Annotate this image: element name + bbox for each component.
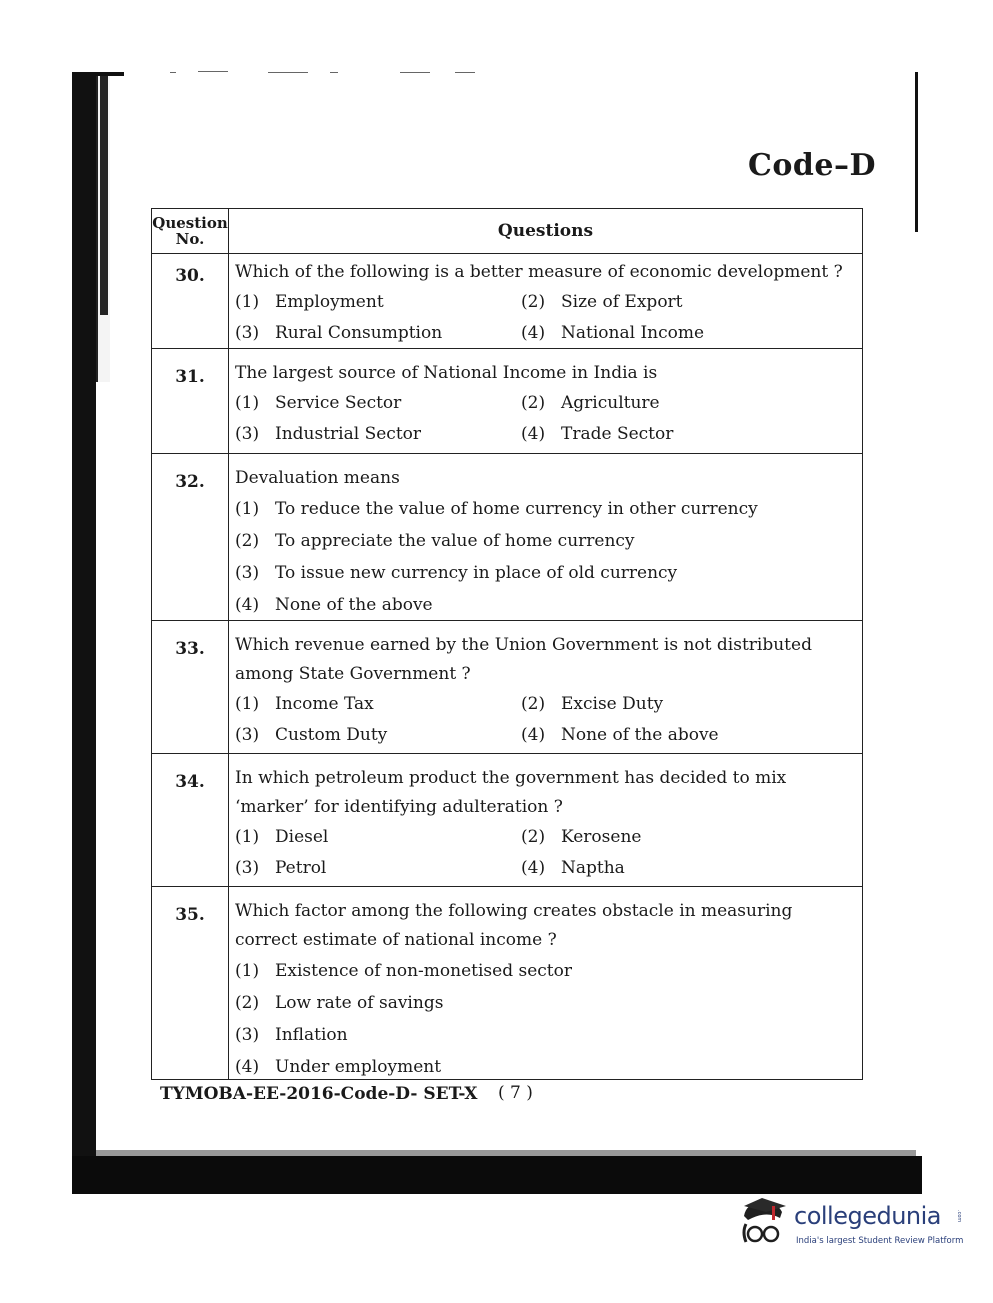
column-header-number [152,209,229,253]
option-number: (3) [235,1025,260,1045]
question-number: 31. [152,349,229,453]
question-table [151,208,863,1080]
question-text: Which revenue earned by the Union Government is not distributed among State Government ? [235,635,812,684]
option-item [235,525,854,557]
question-row [152,620,862,753]
option-text: Existence of non-monetised sector [275,961,572,981]
question-number: 35. [152,887,229,1079]
option-list [235,955,854,1083]
option-text: Rural Consumption [275,323,443,343]
option-text: None of the above [275,595,433,615]
option-number: (1) [235,961,260,981]
question-row [152,453,862,620]
option-list [235,493,854,621]
scan-border-right [915,72,918,232]
option-number: (3) [235,858,260,878]
scan-speck [400,72,430,73]
scan-speck [455,72,475,73]
option-text: Naptha [561,858,625,878]
question-body [229,349,862,456]
option-text: Size of Export [561,292,683,312]
option-item [521,318,854,349]
option-item [521,720,854,751]
option-list [235,822,854,884]
option-text: Excise Duty [561,694,664,714]
question-body [229,621,862,757]
option-text: Petrol [275,858,327,878]
option-number: (2) [235,993,260,1013]
question-text: In which petroleum product the government has decided to mix ‘marker’ for identifying adulteration ? [235,768,787,817]
option-list [235,287,854,349]
option-number: (2) [521,393,546,413]
option-item [235,987,854,1019]
option-text: Kerosene [561,827,642,847]
question-row [152,886,862,1079]
option-item [235,720,521,751]
option-number: (2) [235,531,260,551]
option-item [235,589,854,621]
question-number: 33. [152,621,229,753]
option-text: Inflation [275,1025,348,1045]
option-number: (3) [235,424,260,444]
page-number: ( 7 ) [498,1083,533,1103]
question-text: Which of the following is a better measure of economic development ? [235,262,843,282]
option-item [235,419,521,450]
option-number: (4) [521,858,546,878]
column-header-questions: Questions [497,221,594,241]
question-number: 34. [152,754,229,886]
question-body [229,454,862,627]
option-list [235,388,854,450]
option-text: To reduce the value of home currency in other currency [275,499,758,519]
question-text: Which factor among the following creates obstacle in measuring correct estimate of national income ? [235,901,793,950]
option-text: Low rate of savings [275,993,444,1013]
option-list [235,689,854,751]
question-row [152,253,862,348]
option-text: Service Sector [275,393,402,413]
option-number: (3) [235,725,260,745]
table-header-row [152,209,862,253]
option-text: To appreciate the value of home currency [275,531,635,551]
mascot-icon [736,1196,792,1256]
option-text: Custom Duty [275,725,388,745]
option-text: Agriculture [561,393,660,413]
scan-speck [268,72,308,73]
option-number: (2) [521,694,546,714]
option-item [235,1019,854,1051]
question-number: 32. [152,454,229,620]
option-item [235,287,521,318]
option-number: (1) [235,827,260,847]
scan-border-left [72,72,96,1194]
scan-border-top [96,72,124,76]
option-item [235,557,854,589]
question-row [152,348,862,453]
option-number: (4) [521,323,546,343]
question-body [229,254,862,355]
question-body [229,754,862,890]
option-item [235,853,521,884]
option-item [521,287,854,318]
option-text: To issue new currency in place of old currency [275,563,678,583]
option-item [235,955,854,987]
question-row [152,753,862,886]
column-header-number-line1: Question [152,214,228,232]
option-text: Under employment [275,1057,442,1077]
option-item [235,318,521,349]
footer-exam-code: TYMOBA-EE-2016-Code-D- SET-X [160,1084,478,1104]
question-text: Devaluation means [235,468,400,488]
option-item [235,689,521,720]
option-number: (2) [521,827,546,847]
logo-tagline: India's largest Student Review Platform [796,1236,964,1246]
logo-suffix: .com [956,1210,962,1223]
scan-border-left-strip [100,75,108,315]
option-item [521,388,854,419]
option-item [235,822,521,853]
scan-speck [330,72,338,73]
option-number: (3) [235,323,260,343]
option-number: (4) [235,595,260,615]
option-text: Industrial Sector [275,424,422,444]
scan-speck [170,72,176,73]
option-item [521,853,854,884]
question-number: 30. [152,254,229,348]
option-item [235,493,854,525]
option-number: (4) [235,1057,260,1077]
option-item [235,388,521,419]
option-number: (1) [235,694,260,714]
option-text: Income Tax [275,694,374,714]
option-number: (1) [235,393,260,413]
option-item [521,822,854,853]
scan-border-bottom [72,1156,922,1194]
option-number: (4) [521,725,546,745]
option-number: (1) [235,292,260,312]
option-number: (4) [521,424,546,444]
option-number: (3) [235,563,260,583]
option-number: (2) [521,292,546,312]
option-item [521,689,854,720]
question-body [229,887,862,1089]
collegedunia-logo[interactable] [736,1196,966,1258]
option-text: Employment [275,292,384,312]
scan-speck [198,71,228,72]
exam-code-label: Code–D [748,148,876,183]
option-text: Trade Sector [561,424,674,444]
option-text: National Income [561,323,705,343]
option-text: None of the above [561,725,719,745]
option-number: (1) [235,499,260,519]
column-header-number-line2: No. [175,230,205,248]
logo-wordmark: collegedunia [794,1202,942,1230]
option-item [235,1051,854,1083]
option-item [521,419,854,450]
option-text: Diesel [275,827,329,847]
question-text: The largest source of National Income in India is [235,363,658,383]
